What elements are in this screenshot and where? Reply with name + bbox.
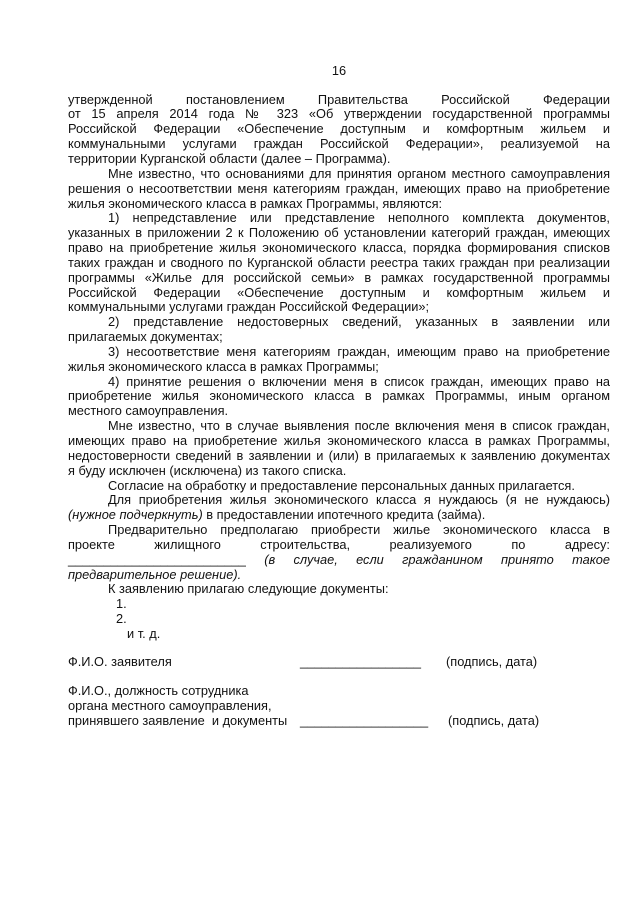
employee-label-text: органа местного самоуправления, [68,698,272,714]
paragraph-ground-3 [68,345,610,375]
page-number: 16 [331,62,347,78]
text-line: проекте жилищного строительства, реализуемого по адресу: [68,536,610,552]
paragraph-ground-4 [68,375,610,420]
text-line: Мне известно, что основаниями для принятия органом местного самоуправления [108,165,610,181]
text-line: коммунальными услугами граждан Российской Федерации», реализуемой на [68,136,610,152]
text-fragment: в предоставлении ипотечного кредита (займа). [206,507,486,523]
paragraph-preliminary-choice [68,523,610,582]
text-line: недостоверности сведений в заявлении и (или) в прилагаемых к заявлению документах [68,447,610,463]
paragraph-attachments [68,582,610,641]
text-line: приобретение жилья экономического класса в рамках Программы, иным органом [68,388,610,404]
text-line: решения о несоответствии меня категориям граждан, имеющих право на приобретение [68,180,610,196]
text-line: 1) непредставление или представление неполного комплекта документов, [108,210,610,226]
text-line: Российской Федерации «Обеспечение доступным и комфортным жильем и [68,284,610,300]
text-line: таких граждан и сводного по Курганской области реестра таких граждан при реализации [68,254,610,270]
text-line: прилагаемых документах; [68,329,223,345]
text-line: Для приобретения жилья экономического класса я нуждаюсь (я не нуждаюсь) [108,492,610,508]
text-line: от 15 апреля 2014 года № 323 «Об утверждении государственной программы [68,106,610,122]
employee-label-line [68,714,610,729]
text-line: право на приобретение жилья экономического класса, порядка формирования списков [68,240,610,256]
attachment-item: 1. [116,596,127,612]
text-line [68,553,610,568]
employee-label-text: Ф.И.О., должность сотрудника [68,683,249,699]
employee-signature-row [68,684,610,729]
applicant-signature-row [68,655,610,670]
address-note: (в случае, если гражданином принято такое [264,551,610,567]
underline-instruction: (нужное подчеркнуть) [68,507,203,523]
applicant-signature-blank: _________________ [300,653,421,669]
text-line: программы «Жилье для российской семьи» в рамках государственной программы [68,269,610,285]
text-line: предварительное решение). [68,566,242,582]
paragraph-grounds-intro [68,167,610,212]
text-line: указанных в приложении 2 к Положению об установлении категорий граждан, имеющих [68,225,610,241]
text-line: Российской Федерации «Обеспечение доступным и комфортным жильем и [68,121,610,137]
text-line: 4) принятие решения о включении меня в список граждан, имеющих право на [108,373,610,389]
text-line: утвержденной постановлением Правительства Российской Федерации [68,91,610,107]
signature-date-hint: (подпись, дата) [448,712,540,728]
text-line: Согласие на обработку и предоставление персональных данных прилагается. [108,477,575,493]
paragraph-consent [68,479,610,494]
applicant-name-label: Ф.И.О. заявителя [68,653,172,669]
address-blank: _________________________ [68,551,246,567]
text-line [68,508,610,523]
attachment-item: 2. [116,611,127,627]
signature-date-hint: (подпись, дата) [446,653,538,669]
text-line: я буду исключен (исключена) из такого списка. [68,462,347,478]
text-line: коммунальными услугами граждан Российской Федерации»; [68,299,430,315]
paragraph-exclusion-notice [68,419,610,478]
document-body [68,93,610,642]
employee-label-line [68,699,610,714]
text-line: Мне известно, что в случае выявления после включения меня в список граждан, [108,418,610,434]
text-line: жилья экономического класса в рамках Программы; [68,358,379,374]
text-line: 2) представление недостоверных сведений, указанных в заявлении или [108,314,610,330]
text-line: имеющих право на приобретение жилья экономического класса в рамках Программы, [68,433,610,448]
text-line: 3) несоответствие меня категориям граждан, имеющим право на приобретение [108,343,610,359]
employee-label-text: принявшего заявление и документы [68,712,288,728]
text-line: жилья экономического класса в рамках Программы, являются: [68,195,443,211]
paragraph-ground-2 [68,315,610,345]
attachment-etc: и т. д. [127,625,161,641]
paragraph-mortgage-need [68,493,610,523]
text-line: Предварительно предполагаю приобрести жилье экономического класса в [108,522,610,538]
employee-label-line [68,684,610,699]
signature-block [68,655,610,729]
text-line: территории Курганской области (далее – Программа). [68,150,391,166]
paragraph-ground-1 [68,211,610,315]
attachments-heading: К заявлению прилагаю следующие документы: [108,581,389,597]
text-line: местного самоуправления. [68,403,229,419]
paragraph-program-reference [68,93,610,167]
employee-signature-blank: __________________ [300,712,429,728]
